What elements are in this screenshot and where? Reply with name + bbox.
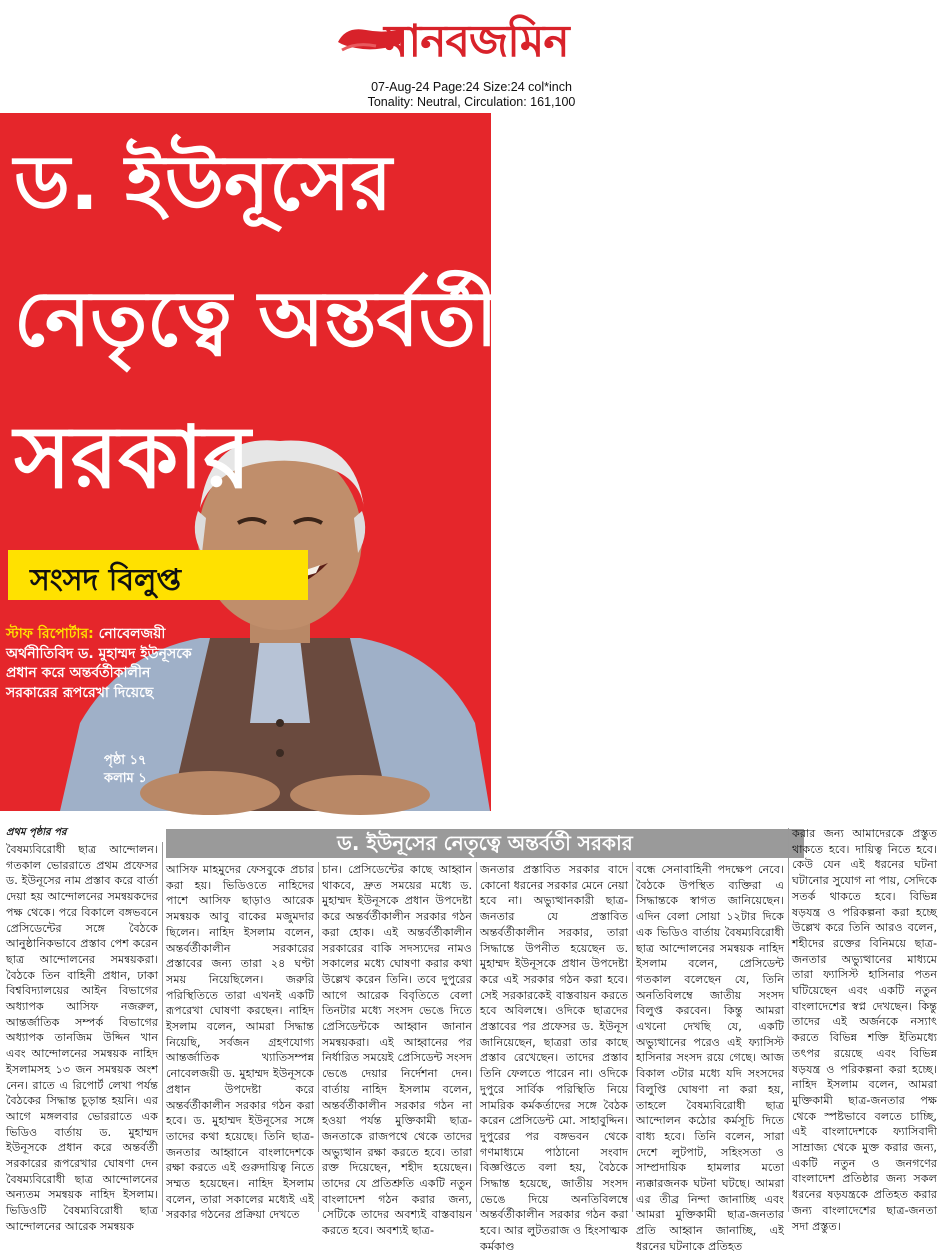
jump-reference (104, 752, 147, 788)
continued-label: প্রথম পৃষ্ঠার পর (6, 827, 67, 838)
column-divider (162, 842, 163, 1212)
byline-label: স্টাফ রিপোর্টার: (6, 626, 94, 642)
logo-text: মানবজমিন (384, 16, 569, 67)
jump-page: পৃষ্ঠা ১৭ (104, 753, 147, 768)
jump-column: কলাম ১ (104, 771, 147, 786)
newspaper-logo (336, 10, 611, 72)
hero-block (0, 113, 498, 811)
masthead (0, 0, 943, 109)
article-column-1 (6, 842, 158, 1233)
article-column-4 (480, 862, 628, 1253)
column-text: বৈষম্যবিরোধী ছাত্র আন্দোলন। গতকাল ভোররাতে প্রথম প্রফেসর ড. ইউনূসের নাম প্রস্তাব করে বার্তা দেয়া হয় আন্দোলনের সমন্বয়কদের পক্ষ থেকে। পরে বিকালে বঙ্গভবনে প্রেসিডেন্টের সঙ্গে বৈঠকে আনুষ্ঠানিকভাবে প্রস্তাব পেশ করেন ছাত্র আন্দোলনের সমন্বয়করা। বৈঠকে তিন বাহিনী প্রধান, ঢাকা বিশ্ববিদ্যালয়ের আইন বিভাগের অধ্যাপক আসিফ নজরুল, আন্তর্জাতিক সম্পর্ক বিভাগের অধ্যাপক তানজিম উদ্দিন খান এবং আন্দোলনের সমন্বয়ক নাহিদ ইসলামসহ ১৩ জন সমন্বয়ক অংশ নেন। রাতে এ রিপোর্ট লেখা পর্যন্ত বৈঠকের সিদ্ধান্ত চূড়ান্ত হয়নি। এর আগে মঙ্গলবার ভোররাতে এক ভিডিও বার্তায় ড. মুহাম্মদ ইউনূসকে প্রধান করে অন্তর্বর্তী সরকারের রূপরেখার ঘোষণা দেন বৈষম্যবিরোধী ছাত্র আন্দোলনের অন্যতম সমন্বয়ক নাহিদ ইসলাম। ভিডিওটি বৈষম্যবিরোধী ছাত্র আন্দোলনের আরেক সমন্বয়ক (6, 843, 158, 1233)
column-divider (318, 862, 319, 1212)
clipping-meta-line2: Tonality: Neutral, Circulation: 161,100 (367, 95, 576, 109)
clipping-meta-line1: 07-Aug-24 Page:24 Size:24 col*inch (371, 80, 572, 94)
intro-paragraph (6, 625, 206, 703)
article-column-6 (792, 826, 937, 1233)
column-divider (788, 828, 789, 1212)
column-text: বন্ধে সেনাবাহিনী পদক্ষেপ নেবে। বৈঠকে উপস্থিত ব্যক্তিরা এ সিদ্ধান্তকে স্বাগত জানিয়েছেন। এদিন বেলা সোয়া ১২টার দিকে এক ভিডিও বার্তায় বৈষম্যবিরোধী ছাত্র আন্দোলনের সমন্বয়ক নাহিদ ইসলাম বলেন, প্রেসিডেন্ট গতকাল বলেছেন যে, তিনি অনতিবিলম্বে জাতীয় সংসদ বিলুপ্ত করবেন। কিন্তু আমরা এখনো দেখছি যে, একটি অভ্যুত্থানের পরেও এই ফ্যাসিস্ট হাসিনার সংসদ রয়ে গেছে। আজ বিকাল ৩টার মধ্যে যদি সংসদের বিলুপ্তি ঘোষণা না করা হয়, তাহলে বৈষম্যবিরোধী ছাত্র আন্দোলন কঠোর কর্মসূচি দিতে বাধ্য হবে। তিনি বলেন, সারা দেশে লুটপাট, সহিংসতা ও সাম্প্রদায়িক হামলার মতো ন্যক্কারজনক ঘটনা ঘটছে। আমরা এর তীব্র নিন্দা জানাচ্ছি এবং আমরা মুক্তিকামী ছাত্র-জনতার প্রতি আহ্বান জানাচ্ছি, এই ধরনের ঘটনাকে প্রতিহত (636, 863, 784, 1253)
column-text: চান। প্রেসিডেন্টের কাছে আহ্বান থাকবে, দ্রুত সময়ের মধ্যে ড. মুহাম্মদ ইউনূসকে প্রধান উপদেষ্টা করে অন্তর্বর্তীকালীন সরকার গঠন করা হোক। এই অন্তর্বর্তীকালীন সরকারের বাকি সদস্যদের নামও সকালের মধ্যে ঘোষণা করার কথা উল্লেখ করেন তিনি। তবে দুপুরের আগে আরেক বিবৃতিতে বেলা তিনটার মধ্যে সংসদ ভেঙে দিতে প্রেসিডেন্টকে আহ্বান জানান সমন্বয়করা। এই আহ্বানের পর নির্ধারিত সময়েই প্রেসিডেন্ট সংসদ ভেঙে দেয়ার নির্দেশনা দেন। বার্তায় নাহিদ ইসলাম বলেন, অন্তর্বর্তীকালীন সরকার গঠন না হওয়া পর্যন্ত মুক্তিকামী ছাত্র-জনতাকে রাজপথে থেকে তাদের অভ্যুত্থান রক্ষা করতে হবে। তারা রক্ত দিয়েছেন, শহীদ হয়েছেন। তাদের যে প্রতিশ্রুতি একটি নতুন বাংলাদেশ গঠন করার জন্য, সেটিকে তাদের অবশ্যই বাস্তবায়ন করতে হবে। অবশ্যই ছাত্র- (322, 863, 472, 1238)
subheadline-box (8, 550, 308, 600)
article-column-5 (636, 862, 784, 1253)
column-text: করার জন্য আমাদেরকে প্রস্তুত থাকতে হবে। দায়িত্ব নিতে হবে। কেউ যেন এই ধরনের ঘটনা ঘটানোর সুযোগ না পায়, সেদিকে সতর্ক থাকতে হবে। বিভিন্ন ষড়যন্ত্র ও পরিকল্পনা করা হচ্ছে উল্লেখ করে তিনি আরও বলেন, শহীদের রক্তের বিনিময়ে ছাত্র-জনতার অভ্যুত্থানের মাধ্যমে তারা ফ্যাসিস্ট হাসিনার পতন ঘটিয়েছেন এবং একটি নতুন বাংলাদেশের স্বপ্ন দেখছেন। কিন্তু তাদের এই অর্জনকে নস্যাৎ করতে বিভিন্ন শক্তি ইতিমধ্যে তৎপর রয়েছে এবং বিভিন্ন ষড়যন্ত্র ও পরিকল্পনা করা হচ্ছে। নাহিদ ইসলাম বলেন, আমরা মুক্তিকামী ছাত্র-জনতার পক্ষ থেকে স্পষ্টভাবে বলতে চাচ্ছি, এই বাংলাদেশকে ফ্যাসিবাদী সাম্রাজ্য থেকে মুক্ত করার জন্য, একটি নতুন ও জনগণের বাংলাদেশ প্রতিষ্ঠার জন্য সকল ধরনের ষড়যন্ত্রকে প্রতিহত করার জন্য বাংলাদেশের ছাত্র-জনতা সদা প্রস্তুত। (792, 827, 937, 1233)
column-divider (632, 862, 633, 1212)
subheadline-text: সংসদ বিলুপ্ত (30, 563, 182, 598)
column-text: জনতার প্রস্তাবিত সরকার বাদে কোনো ধরনের সরকার মেনে নেয়া হবে না। অভ্যুত্থানকারী ছাত্র-জনতার যে প্রস্তাবিত অন্তর্বর্তীকালীন সরকার, তারা সিদ্ধান্তে উপনীত হয়েছেন ড. মুহাম্মদ ইউনূসকে প্রধান উপদেষ্টা করে এই সরকার গঠন করা হবে। সেই সরকারকেই বাস্তবায়ন করতে হবে অবিলম্বে। ওদিকে ছাত্রদের প্রস্তাবের পর প্রফেসর ড. ইউনূস জানিয়েছেন, ছাত্ররা তার কাছে প্রস্তাব রেখেছেন। তাদের প্রস্তাব তিনি ফেলতে পারেন না। ওদিকে দুপুরে সার্বিক পরিস্থিতি নিয়ে সামরিক কর্মকর্তাদের সঙ্গে বৈঠক করেন প্রেসিডেন্ট মো. সাহাবুদ্দিন। দুপুরের পর বঙ্গভবন থেকে গণমাধ্যমে পাঠানো সংবাদ বিজ্ঞপ্তিতে বলা হয়, বৈঠকে সিদ্ধান্ত হয়েছে, জাতীয় সংসদ ভেঙে দিয়ে অনতিবিলম্বে অন্তর্বর্তীকালীন সরকার গঠন করা হবে। আর লুটতরাজ ও হিংসাত্মক কর্মকাণ্ড (480, 863, 628, 1253)
column-text: আসিফ মাহমুদের ফেসবুকে প্রচার করা হয়। ভিডিওতে নাহিদের পাশে আসিফ ছাড়াও আরেক সমন্বয়ক আবু বাকের মজুমদার ছিলেন। নাহিদ ইসলাম বলেন, অন্তর্বর্তীকালীন সরকারের প্রস্তাবের জন্য তারা ২৪ ঘণ্টা সময় নিয়েছিলেন। জরুরি পরিস্থিতিতে তারা এখনই একটি রূপরেখা ঘোষণা করছেন। নাহিদ ইসলাম বলেন, আমরা সিদ্ধান্ত নিয়েছি, সর্বজন গ্রহণযোগ্য আন্তর্জাতিক খ্যাতিসম্পন্ন নোবেলজয়ী ড. মুহাম্মদ ইউনূসকে প্রধান উপদেষ্টা করে অন্তর্বর্তীকালীন সরকার গঠন করা হবে। ড. মুহাম্মদ ইউনূসের সঙ্গে তাদের কথা হয়েছে। তিনি ছাত্র-জনতার আহ্বানে বাংলাদেশকে রক্ষা করতে এই গুরুদায়িত্ব নিতে সম্মত হয়েছেন। নাহিদ ইসলাম বলেন, তারা সকালের মধ্যেই এই সরকার গঠনের প্রক্রিয়া দেখতে (166, 863, 314, 1222)
headline-line1: ড. ইউনূসের (14, 138, 392, 227)
article-column-3 (322, 862, 472, 1238)
column-divider (476, 862, 477, 1212)
article-title-bar (166, 829, 804, 858)
article-column-2 (166, 862, 314, 1222)
article-title: ড. ইউনূসের নেতৃত্বে অন্তর্বর্তী সরকার (337, 831, 633, 855)
intro-text: নোবেলজয়ী অর্থনীতিবিদ ড. মুহাম্মদ ইউনূসকে প্রধান করে অন্তর্বর্তীকালীন সরকারের রূপরেখা দিয়েছে (6, 626, 192, 701)
headline-line3: সরকার (14, 408, 251, 508)
headline-line2: নেতৃত্বে অন্তর্বর্তী (14, 274, 498, 363)
